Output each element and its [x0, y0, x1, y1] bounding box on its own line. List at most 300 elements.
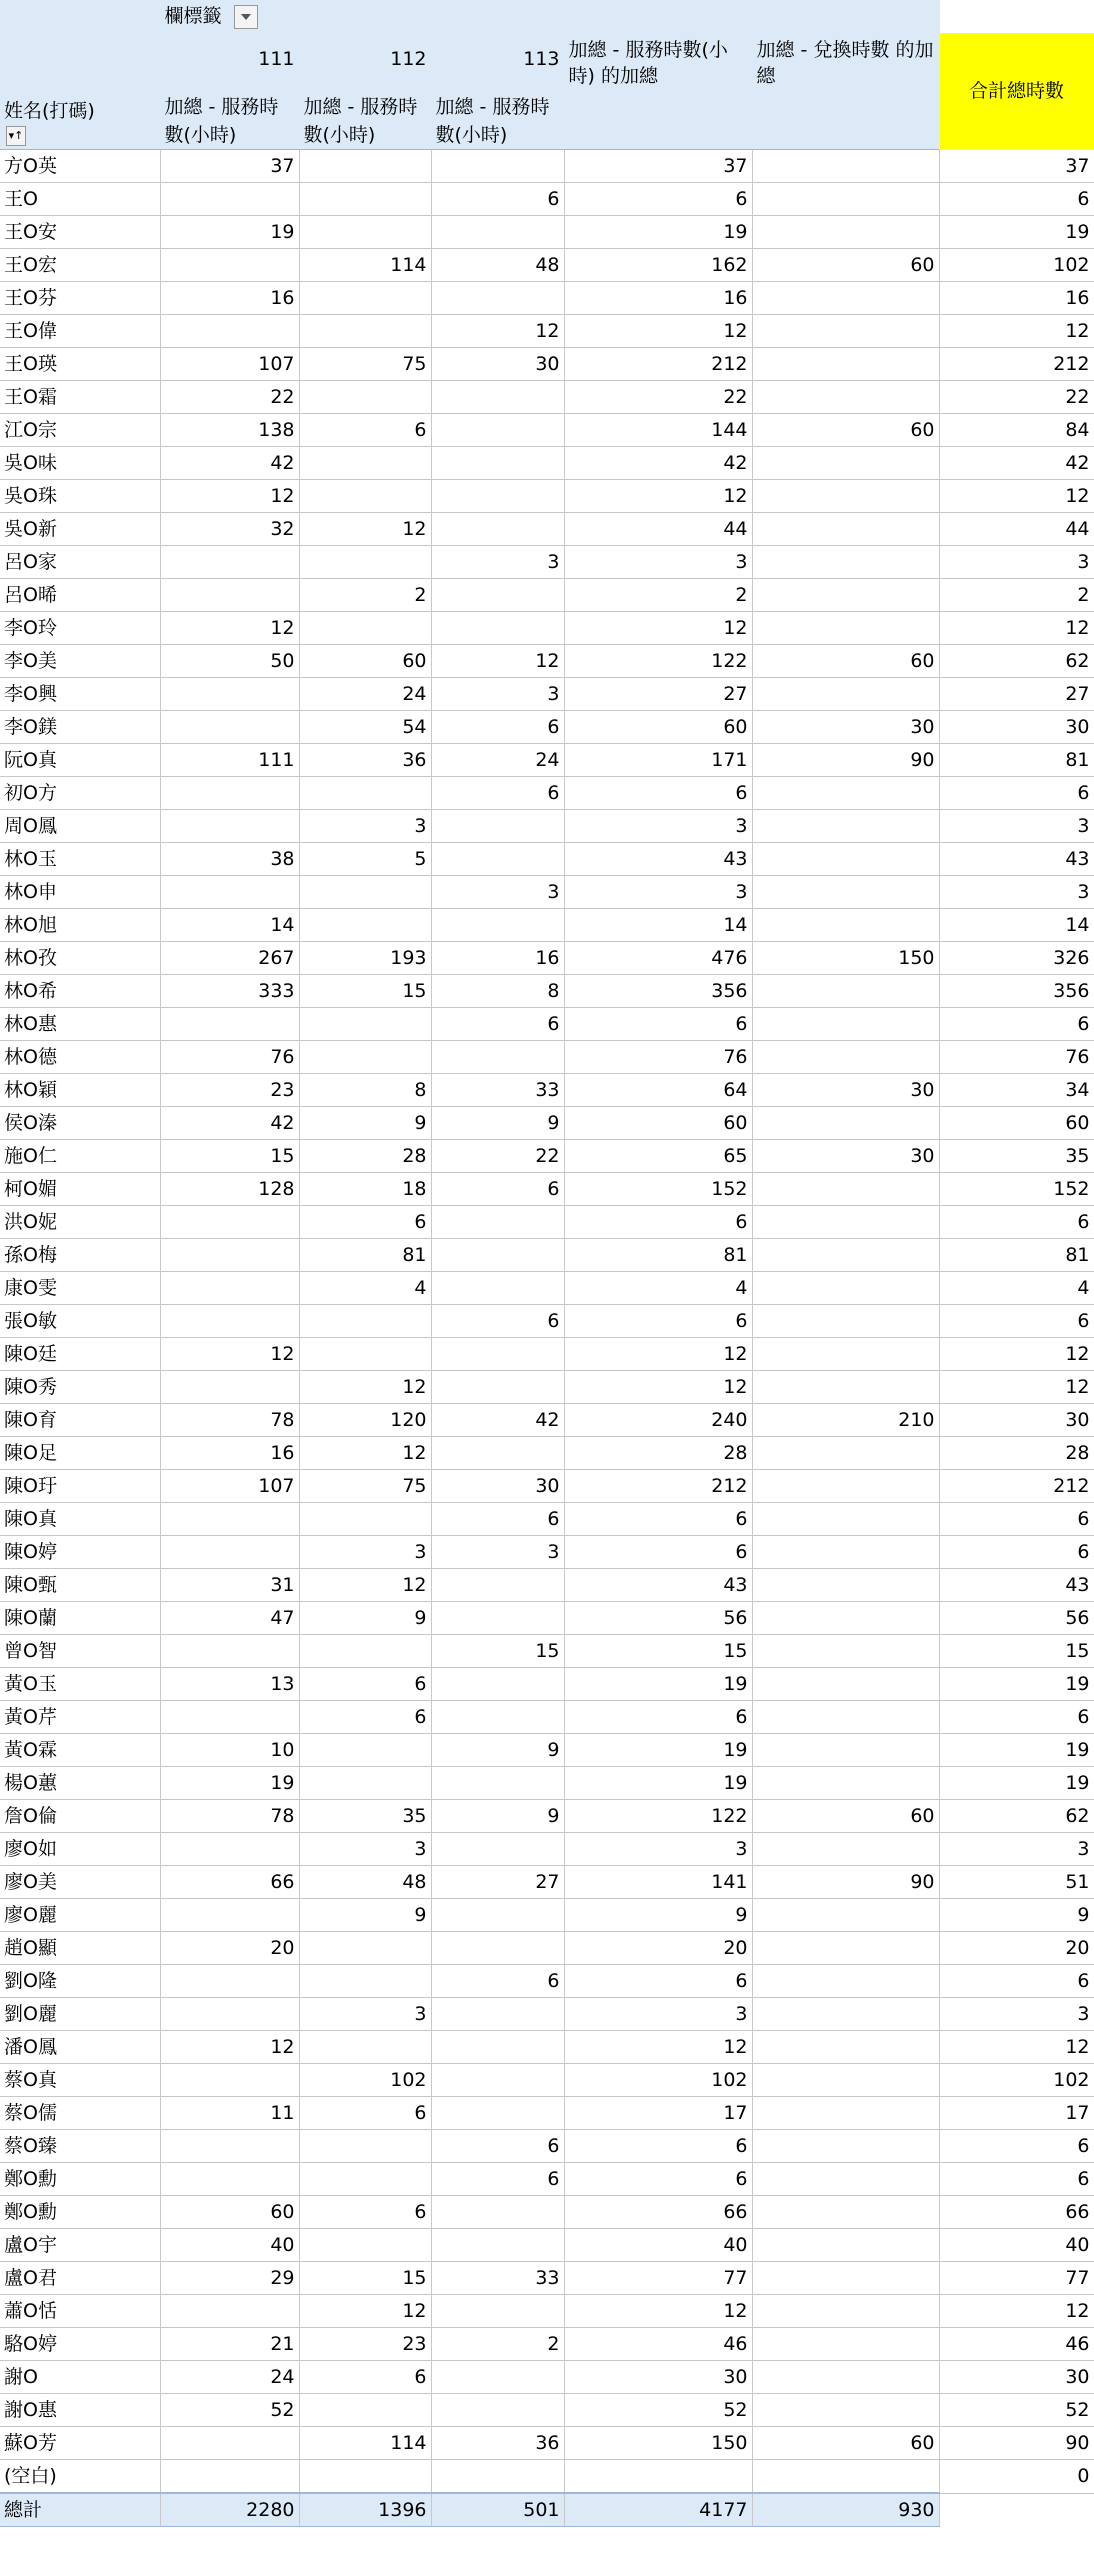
y113-cell[interactable]	[431, 1437, 564, 1470]
name-cell[interactable]: 江O宗	[0, 414, 160, 447]
svc-cell[interactable]: 6	[564, 1536, 752, 1569]
svc-cell[interactable]: 52	[564, 2394, 752, 2427]
exch-cell[interactable]	[752, 2163, 939, 2196]
y113-cell[interactable]	[431, 1338, 564, 1371]
y112-cell[interactable]: 102	[299, 2064, 431, 2097]
y111-cell[interactable]	[160, 1305, 299, 1338]
y112-cell[interactable]	[299, 1503, 431, 1536]
total-cell[interactable]: 84	[939, 414, 1094, 447]
y111-cell[interactable]	[160, 249, 299, 282]
y111-cell[interactable]	[160, 1899, 299, 1932]
y112-cell[interactable]: 2	[299, 579, 431, 612]
name-cell[interactable]: 盧O君	[0, 2262, 160, 2295]
svc-cell[interactable]: 6	[564, 777, 752, 810]
exch-cell[interactable]	[752, 1569, 939, 1602]
name-cell[interactable]: 王O瑛	[0, 348, 160, 381]
name-cell[interactable]: 黃O霖	[0, 1734, 160, 1767]
exch-cell[interactable]	[752, 2229, 939, 2262]
total-cell[interactable]: 9	[939, 1899, 1094, 1932]
y113-cell[interactable]	[431, 1899, 564, 1932]
name-cell[interactable]: 蔡O真	[0, 2064, 160, 2097]
exch-cell[interactable]	[752, 1305, 939, 1338]
svc-cell[interactable]: 19	[564, 1668, 752, 1701]
y113-cell[interactable]	[431, 513, 564, 546]
exch-cell[interactable]	[752, 447, 939, 480]
y112-cell[interactable]: 120	[299, 1404, 431, 1437]
y113-cell[interactable]	[431, 1239, 564, 1272]
y111-cell[interactable]	[160, 1998, 299, 2031]
y112-cell[interactable]	[299, 2031, 431, 2064]
y113-cell[interactable]: 12	[431, 645, 564, 678]
y112-cell[interactable]	[299, 1767, 431, 1800]
y111-cell[interactable]: 47	[160, 1602, 299, 1635]
svc-cell[interactable]: 3	[564, 1833, 752, 1866]
svc-cell[interactable]: 12	[564, 1371, 752, 1404]
y111-cell[interactable]: 107	[160, 1470, 299, 1503]
y113-cell[interactable]	[431, 414, 564, 447]
y111-cell[interactable]: 13	[160, 1668, 299, 1701]
exch-cell[interactable]	[752, 1635, 939, 1668]
y111-cell[interactable]: 24	[160, 2361, 299, 2394]
exch-cell[interactable]	[752, 1602, 939, 1635]
total-cell[interactable]: 51	[939, 1866, 1094, 1899]
svc-cell[interactable]: 212	[564, 348, 752, 381]
total-cell[interactable]: 15	[939, 1635, 1094, 1668]
exch-cell[interactable]	[752, 1965, 939, 1998]
y111-cell[interactable]	[160, 2130, 299, 2163]
y111-cell[interactable]	[160, 2427, 299, 2460]
exch-cell[interactable]	[752, 909, 939, 942]
y111-cell[interactable]: 111	[160, 744, 299, 777]
y113-cell[interactable]: 3	[431, 678, 564, 711]
y111-cell[interactable]	[160, 546, 299, 579]
name-cell[interactable]: 蘇O芳	[0, 2427, 160, 2460]
y112-cell[interactable]	[299, 480, 431, 513]
y112-cell[interactable]: 24	[299, 678, 431, 711]
svc-cell[interactable]: 122	[564, 1800, 752, 1833]
exch-cell[interactable]	[752, 1338, 939, 1371]
y113-cell[interactable]	[431, 1272, 564, 1305]
y113-cell[interactable]	[431, 1041, 564, 1074]
svc-cell[interactable]: 19	[564, 1767, 752, 1800]
y111-cell[interactable]: 42	[160, 447, 299, 480]
y113-cell[interactable]: 6	[431, 1173, 564, 1206]
total-cell[interactable]: 28	[939, 1437, 1094, 1470]
y113-cell[interactable]: 30	[431, 348, 564, 381]
y113-cell[interactable]: 22	[431, 1140, 564, 1173]
y112-cell[interactable]	[299, 2130, 431, 2163]
exch-cell[interactable]	[752, 1008, 939, 1041]
total-cell[interactable]: 3	[939, 1998, 1094, 2031]
y111-cell[interactable]	[160, 183, 299, 216]
name-cell[interactable]: 林O惠	[0, 1008, 160, 1041]
exch-cell[interactable]	[752, 1239, 939, 1272]
name-cell[interactable]: 李O興	[0, 678, 160, 711]
y113-cell[interactable]	[431, 579, 564, 612]
y112-cell[interactable]: 6	[299, 2361, 431, 2394]
exch-cell[interactable]	[752, 381, 939, 414]
y111-cell[interactable]: 37	[160, 150, 299, 183]
total-cell[interactable]: 56	[939, 1602, 1094, 1635]
exch-cell[interactable]	[752, 1536, 939, 1569]
exch-cell[interactable]	[752, 2097, 939, 2130]
y112-cell[interactable]	[299, 2229, 431, 2262]
exch-cell[interactable]	[752, 2328, 939, 2361]
total-cell[interactable]: 6	[939, 2163, 1094, 2196]
total-cell[interactable]: 0	[939, 2460, 1094, 2494]
y113-cell[interactable]: 6	[431, 1008, 564, 1041]
total-cell[interactable]: 43	[939, 1569, 1094, 1602]
name-cell[interactable]: 柯O媚	[0, 1173, 160, 1206]
y112-cell[interactable]	[299, 1734, 431, 1767]
y112-cell[interactable]	[299, 1305, 431, 1338]
total-cell[interactable]: 90	[939, 2427, 1094, 2460]
total-cell[interactable]: 19	[939, 1734, 1094, 1767]
name-cell[interactable]: 吳O味	[0, 447, 160, 480]
name-cell[interactable]: 陳O秀	[0, 1371, 160, 1404]
name-cell[interactable]: 林O申	[0, 876, 160, 909]
total-cell[interactable]: 4	[939, 1272, 1094, 1305]
total-cell[interactable]: 16	[939, 282, 1094, 315]
svc-cell[interactable]: 43	[564, 1569, 752, 1602]
total-cell[interactable]: 3	[939, 546, 1094, 579]
y112-cell[interactable]: 6	[299, 414, 431, 447]
y113-cell[interactable]	[431, 2097, 564, 2130]
total-cell[interactable]: 3	[939, 876, 1094, 909]
name-cell[interactable]: 王O芬	[0, 282, 160, 315]
y112-cell[interactable]: 3	[299, 810, 431, 843]
name-cell[interactable]: 林O德	[0, 1041, 160, 1074]
y111-cell[interactable]	[160, 1965, 299, 1998]
name-cell[interactable]: 駱O婷	[0, 2328, 160, 2361]
exch-cell[interactable]	[752, 1503, 939, 1536]
y113-cell[interactable]: 8	[431, 975, 564, 1008]
y112-cell[interactable]	[299, 2394, 431, 2427]
y111-cell[interactable]: 20	[160, 1932, 299, 1965]
y113-cell[interactable]: 6	[431, 777, 564, 810]
exch-cell[interactable]	[752, 2361, 939, 2394]
total-cell[interactable]: 44	[939, 513, 1094, 546]
y113-cell[interactable]	[431, 2064, 564, 2097]
y113-cell[interactable]: 9	[431, 1107, 564, 1140]
y112-cell[interactable]	[299, 315, 431, 348]
y112-cell[interactable]: 193	[299, 942, 431, 975]
y113-cell[interactable]: 6	[431, 1965, 564, 1998]
y111-cell[interactable]	[160, 2163, 299, 2196]
exch-cell[interactable]	[752, 546, 939, 579]
y113-cell[interactable]	[431, 150, 564, 183]
svc-cell[interactable]: 12	[564, 480, 752, 513]
total-cell[interactable]: 34	[939, 1074, 1094, 1107]
name-cell[interactable]: 盧O宇	[0, 2229, 160, 2262]
y111-cell[interactable]	[160, 876, 299, 909]
y112-cell[interactable]	[299, 777, 431, 810]
y111-cell[interactable]: 38	[160, 843, 299, 876]
y111-cell[interactable]	[160, 1239, 299, 1272]
y112-cell[interactable]: 15	[299, 975, 431, 1008]
svc-cell[interactable]: 6	[564, 1008, 752, 1041]
y112-cell[interactable]: 60	[299, 645, 431, 678]
grand-total-exch-cell[interactable]: 930	[752, 2493, 939, 2527]
y111-cell[interactable]: 60	[160, 2196, 299, 2229]
y113-cell[interactable]	[431, 1701, 564, 1734]
y111-cell[interactable]	[160, 1371, 299, 1404]
total-cell[interactable]: 35	[939, 1140, 1094, 1173]
exch-cell[interactable]	[752, 2262, 939, 2295]
name-cell[interactable]: 林O穎	[0, 1074, 160, 1107]
total-cell[interactable]: 52	[939, 2394, 1094, 2427]
y113-cell[interactable]: 3	[431, 546, 564, 579]
y111-cell[interactable]: 11	[160, 2097, 299, 2130]
total-cell[interactable]: 30	[939, 711, 1094, 744]
name-cell[interactable]: 趙O顯	[0, 1932, 160, 1965]
y113-cell[interactable]	[431, 1932, 564, 1965]
y112-cell[interactable]: 18	[299, 1173, 431, 1206]
svc-cell[interactable]: 240	[564, 1404, 752, 1437]
svc-cell[interactable]: 64	[564, 1074, 752, 1107]
y113-cell[interactable]: 6	[431, 2130, 564, 2163]
name-cell[interactable]: 蔡O臻	[0, 2130, 160, 2163]
y113-cell[interactable]: 15	[431, 1635, 564, 1668]
y113-cell[interactable]	[431, 1833, 564, 1866]
y113-cell[interactable]	[431, 909, 564, 942]
name-cell[interactable]: 林O孜	[0, 942, 160, 975]
y113-cell[interactable]	[431, 480, 564, 513]
exch-cell[interactable]	[752, 315, 939, 348]
y113-cell[interactable]: 24	[431, 744, 564, 777]
name-cell[interactable]: 王O偉	[0, 315, 160, 348]
y112-cell[interactable]: 3	[299, 1833, 431, 1866]
total-cell[interactable]: 326	[939, 942, 1094, 975]
exch-cell[interactable]	[752, 183, 939, 216]
y112-cell[interactable]	[299, 282, 431, 315]
y111-cell[interactable]	[160, 1536, 299, 1569]
svc-cell[interactable]: 212	[564, 1470, 752, 1503]
total-cell[interactable]: 6	[939, 1008, 1094, 1041]
total-cell[interactable]: 3	[939, 1833, 1094, 1866]
name-cell[interactable]: 陳O育	[0, 1404, 160, 1437]
grand-total-total-cell[interactable]	[939, 2493, 1094, 2527]
name-cell[interactable]: 侯O溱	[0, 1107, 160, 1140]
svc-cell[interactable]: 152	[564, 1173, 752, 1206]
total-cell[interactable]: 19	[939, 1767, 1094, 1800]
name-cell[interactable]: 蕭O恬	[0, 2295, 160, 2328]
y112-cell[interactable]	[299, 1338, 431, 1371]
name-cell[interactable]: 王O	[0, 183, 160, 216]
svc-cell[interactable]: 12	[564, 2031, 752, 2064]
exch-cell[interactable]	[752, 678, 939, 711]
y111-cell[interactable]: 107	[160, 348, 299, 381]
y113-cell[interactable]: 12	[431, 315, 564, 348]
total-cell[interactable]: 66	[939, 2196, 1094, 2229]
y111-cell[interactable]: 76	[160, 1041, 299, 1074]
exch-cell[interactable]	[752, 1272, 939, 1305]
total-cell[interactable]: 12	[939, 1338, 1094, 1371]
y111-cell[interactable]	[160, 1635, 299, 1668]
y112-cell[interactable]	[299, 2460, 431, 2494]
name-cell[interactable]: 謝O惠	[0, 2394, 160, 2427]
svc-cell[interactable]: 6	[564, 1305, 752, 1338]
total-cell[interactable]: 43	[939, 843, 1094, 876]
name-cell[interactable]: 詹O倫	[0, 1800, 160, 1833]
exch-cell[interactable]: 30	[752, 1140, 939, 1173]
y111-cell[interactable]: 15	[160, 1140, 299, 1173]
svc-cell[interactable]: 141	[564, 1866, 752, 1899]
y112-cell[interactable]: 9	[299, 1602, 431, 1635]
svc-cell[interactable]: 14	[564, 909, 752, 942]
name-cell[interactable]: 康O雯	[0, 1272, 160, 1305]
y113-cell[interactable]: 33	[431, 2262, 564, 2295]
exch-cell[interactable]	[752, 1767, 939, 1800]
y112-cell[interactable]	[299, 1965, 431, 1998]
y113-cell[interactable]	[431, 1668, 564, 1701]
total-cell[interactable]: 6	[939, 1965, 1094, 1998]
y111-cell[interactable]: 32	[160, 513, 299, 546]
y111-cell[interactable]: 16	[160, 1437, 299, 1470]
name-cell[interactable]: 洪O妮	[0, 1206, 160, 1239]
name-cell[interactable]: 謝O	[0, 2361, 160, 2394]
y113-cell[interactable]: 6	[431, 1305, 564, 1338]
exch-cell[interactable]: 60	[752, 2427, 939, 2460]
y111-cell[interactable]	[160, 1833, 299, 1866]
y111-cell[interactable]: 19	[160, 216, 299, 249]
total-cell[interactable]: 6	[939, 183, 1094, 216]
svc-cell[interactable]: 27	[564, 678, 752, 711]
total-cell[interactable]: 6	[939, 1503, 1094, 1536]
y113-cell[interactable]	[431, 1569, 564, 1602]
y113-cell[interactable]	[431, 1602, 564, 1635]
total-cell[interactable]: 12	[939, 612, 1094, 645]
y112-cell[interactable]: 9	[299, 1899, 431, 1932]
y112-cell[interactable]	[299, 876, 431, 909]
y112-cell[interactable]: 48	[299, 1866, 431, 1899]
y113-cell[interactable]	[431, 2394, 564, 2427]
y111-cell[interactable]	[160, 1503, 299, 1536]
grand-total-svc-cell[interactable]: 4177	[564, 2493, 752, 2527]
svc-cell[interactable]: 171	[564, 744, 752, 777]
name-cell[interactable]: 周O鳳	[0, 810, 160, 843]
name-cell[interactable]: 鄭O勳	[0, 2196, 160, 2229]
total-cell[interactable]: 19	[939, 1668, 1094, 1701]
total-cell[interactable]: 77	[939, 2262, 1094, 2295]
name-cell[interactable]: 王O安	[0, 216, 160, 249]
y113-cell[interactable]	[431, 2031, 564, 2064]
total-cell[interactable]: 62	[939, 645, 1094, 678]
svc-cell[interactable]: 28	[564, 1437, 752, 1470]
y113-cell[interactable]	[431, 2295, 564, 2328]
y111-cell[interactable]	[160, 2064, 299, 2097]
y111-cell[interactable]: 40	[160, 2229, 299, 2262]
y112-cell[interactable]	[299, 216, 431, 249]
total-cell[interactable]: 12	[939, 2295, 1094, 2328]
y113-cell[interactable]: 42	[431, 1404, 564, 1437]
y112-cell[interactable]: 6	[299, 2097, 431, 2130]
total-cell[interactable]: 42	[939, 447, 1094, 480]
svc-cell[interactable]: 356	[564, 975, 752, 1008]
y112-cell[interactable]: 35	[299, 1800, 431, 1833]
y113-cell[interactable]	[431, 2229, 564, 2262]
total-cell[interactable]: 3	[939, 810, 1094, 843]
y111-cell[interactable]	[160, 2460, 299, 2494]
y112-cell[interactable]: 3	[299, 1998, 431, 2031]
exch-cell[interactable]	[752, 1206, 939, 1239]
exch-cell[interactable]: 30	[752, 711, 939, 744]
name-cell[interactable]: 林O旭	[0, 909, 160, 942]
y111-cell[interactable]: 52	[160, 2394, 299, 2427]
y111-cell[interactable]: 16	[160, 282, 299, 315]
name-cell[interactable]: 楊O蕙	[0, 1767, 160, 1800]
y112-cell[interactable]: 36	[299, 744, 431, 777]
y113-cell[interactable]	[431, 612, 564, 645]
exch-cell[interactable]	[752, 2031, 939, 2064]
exch-cell[interactable]	[752, 843, 939, 876]
svc-cell[interactable]: 42	[564, 447, 752, 480]
total-cell[interactable]: 152	[939, 1173, 1094, 1206]
exch-cell[interactable]	[752, 1998, 939, 2031]
y113-cell[interactable]	[431, 1767, 564, 1800]
svc-cell[interactable]: 43	[564, 843, 752, 876]
total-cell[interactable]: 6	[939, 1305, 1094, 1338]
exch-cell[interactable]	[752, 1734, 939, 1767]
y111-cell[interactable]	[160, 315, 299, 348]
svc-cell[interactable]: 44	[564, 513, 752, 546]
total-cell[interactable]: 2	[939, 579, 1094, 612]
total-cell[interactable]: 356	[939, 975, 1094, 1008]
exch-cell[interactable]: 150	[752, 942, 939, 975]
svc-cell[interactable]: 77	[564, 2262, 752, 2295]
y112-cell[interactable]: 5	[299, 843, 431, 876]
total-cell[interactable]: 14	[939, 909, 1094, 942]
svc-cell[interactable]: 3	[564, 1998, 752, 2031]
svc-cell[interactable]: 37	[564, 150, 752, 183]
svc-cell[interactable]: 56	[564, 1602, 752, 1635]
y112-cell[interactable]	[299, 909, 431, 942]
svc-cell[interactable]: 65	[564, 1140, 752, 1173]
y113-cell[interactable]: 6	[431, 1503, 564, 1536]
exch-cell[interactable]: 210	[752, 1404, 939, 1437]
y112-cell[interactable]	[299, 2163, 431, 2196]
y111-cell[interactable]: 12	[160, 480, 299, 513]
y112-cell[interactable]	[299, 1635, 431, 1668]
y111-cell[interactable]	[160, 777, 299, 810]
exch-cell[interactable]: 30	[752, 1074, 939, 1107]
y112-cell[interactable]: 6	[299, 1668, 431, 1701]
exch-cell[interactable]	[752, 282, 939, 315]
y111-cell[interactable]	[160, 678, 299, 711]
svc-cell[interactable]: 40	[564, 2229, 752, 2262]
y111-cell[interactable]: 66	[160, 1866, 299, 1899]
y113-cell[interactable]	[431, 282, 564, 315]
y112-cell[interactable]: 9	[299, 1107, 431, 1140]
svc-cell[interactable]: 6	[564, 2163, 752, 2196]
total-cell[interactable]: 40	[939, 2229, 1094, 2262]
y111-cell[interactable]: 333	[160, 975, 299, 1008]
name-cell[interactable]: 阮O真	[0, 744, 160, 777]
y113-cell[interactable]	[431, 2361, 564, 2394]
svc-cell[interactable]: 476	[564, 942, 752, 975]
exch-cell[interactable]	[752, 1668, 939, 1701]
y111-cell[interactable]	[160, 1701, 299, 1734]
y111-cell[interactable]	[160, 1272, 299, 1305]
name-cell[interactable]: 劉O隆	[0, 1965, 160, 1998]
exch-cell[interactable]	[752, 1932, 939, 1965]
svc-cell[interactable]: 20	[564, 1932, 752, 1965]
name-cell[interactable]: 李O鎂	[0, 711, 160, 744]
svc-cell[interactable]: 66	[564, 2196, 752, 2229]
total-cell[interactable]: 12	[939, 315, 1094, 348]
exch-cell[interactable]	[752, 2460, 939, 2494]
y112-cell[interactable]: 81	[299, 1239, 431, 1272]
